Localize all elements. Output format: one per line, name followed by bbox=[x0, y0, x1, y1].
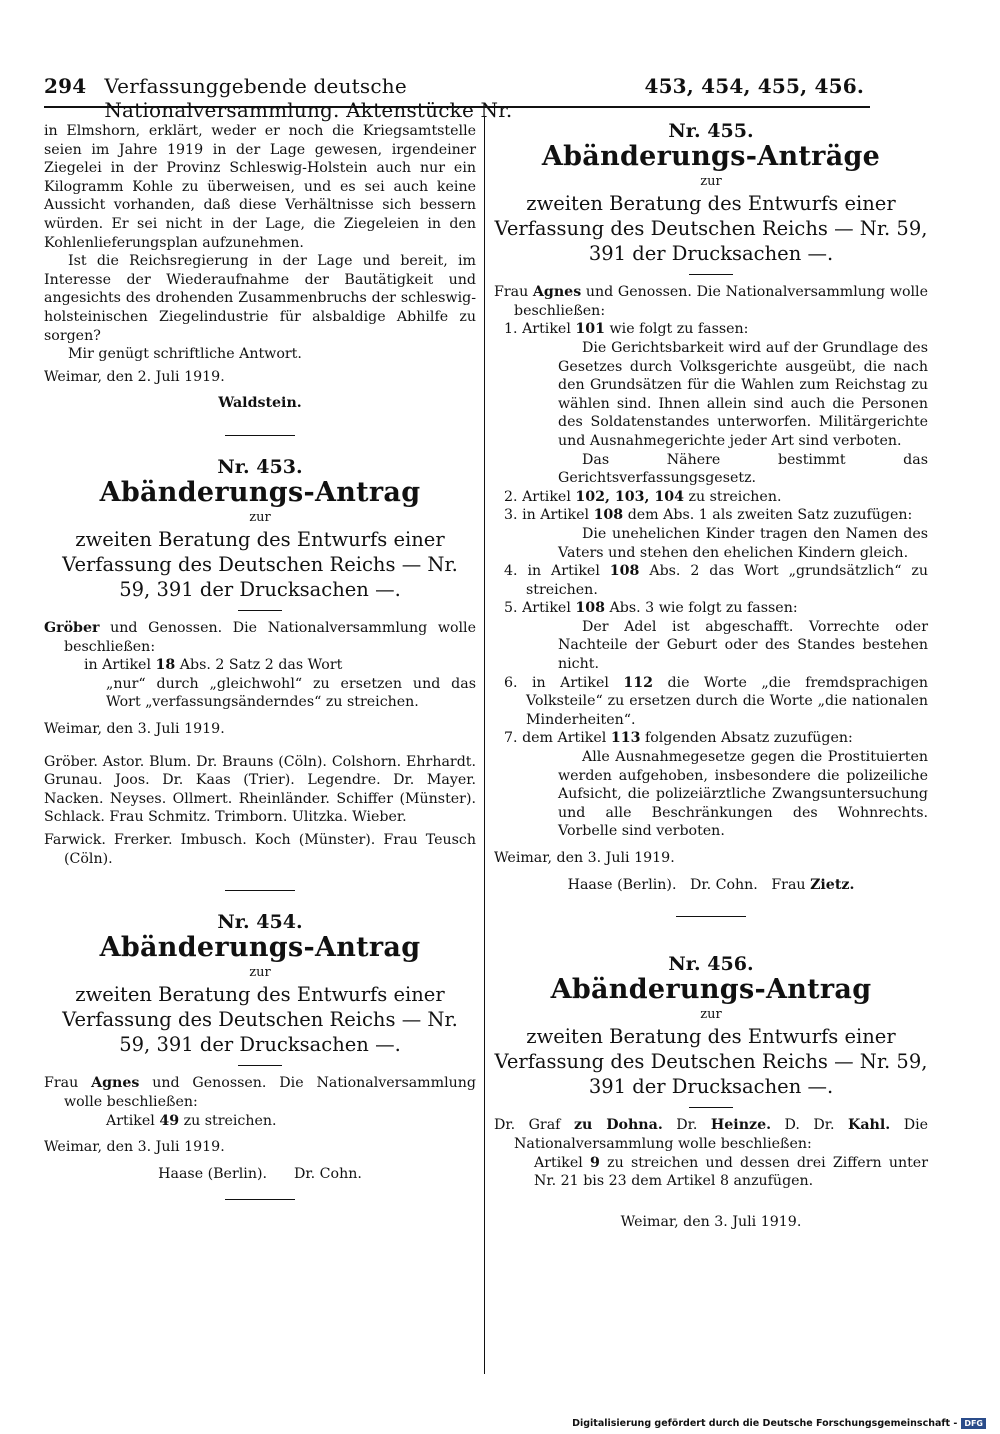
motion-item bbox=[494, 1154, 928, 1191]
item-prefix: Artikel bbox=[106, 1112, 155, 1129]
mover-rest: und Genossen. Die Nationalversammlung wolle beschließen: bbox=[514, 284, 928, 319]
item-rest: zu streichen. bbox=[183, 1112, 277, 1129]
motion-text: Die unehelichen Kinder tragen den Namen des Vaters und stehen den ehelichen Kindern gleich. bbox=[558, 525, 928, 561]
article-number: 108 bbox=[575, 600, 606, 617]
article-number: 101 bbox=[575, 321, 606, 338]
section-date: Weimar, den 3. Juli 1919. bbox=[620, 1213, 802, 1230]
section-subtitle: zweiten Beratung des Entwurfs einer Verfassung des Deutschen Reichs — Nr. 59, 391 der Drucksachen —. bbox=[62, 528, 458, 602]
article-number: 18 bbox=[155, 657, 176, 674]
digitization-credit bbox=[572, 1418, 986, 1429]
section-divider bbox=[225, 435, 295, 436]
motion-text: Der Adel ist abgeschafft. Vorrechte oder Nachteile der Geburt oder des Standes bestehen nicht. bbox=[558, 618, 928, 673]
right-column bbox=[494, 122, 928, 1231]
section-zur: zur bbox=[700, 173, 722, 189]
column-divider bbox=[484, 116, 485, 1374]
section-456 bbox=[494, 955, 928, 1231]
motion-item-1: 1. Artikel 101 wie folgt zu fassen: bbox=[504, 321, 749, 338]
section-heading: Abänderungs-Antrag bbox=[99, 476, 421, 508]
motion-text: Die Gerichtsbarkeit wird auf der Grundlage des Gesetzes durch Volksgerichte ausgeübt, die nach den Grundsätzen für die Wahlen zum Reichstag zu wählen sind. Ihnen allein sind auch die Personen des Soldatenstandes unterworfen. Militärgerichte und Ausnahmegerichte jeder Art sind verboten. bbox=[558, 339, 928, 449]
item-prefix: Artikel bbox=[534, 1154, 583, 1171]
mover-rest: und Genossen. Die Nationalversammlung wolle beschließen: bbox=[64, 620, 476, 655]
intro-signature: Waldstein. bbox=[218, 395, 302, 412]
motion-item-5: 5. Artikel 108 Abs. 3 wie folgt zu fassen: bbox=[504, 600, 798, 617]
section-subtitle: zweiten Beratung des Entwurfs einer Verfassung des Deutschen Reichs — Nr. 59, 391 der Drucksachen —. bbox=[494, 192, 928, 266]
motion-item-4: 4. in Artikel 108 Abs. 2 das Wort „grundsätzlich“ zu streichen. bbox=[504, 563, 929, 598]
section-subtitle: zweiten Beratung des Entwurfs einer Verfassung des Deutschen Reichs — Nr. 59, 391 der Drucksachen —. bbox=[494, 1025, 928, 1099]
motion-item-3: 3. in Artikel 108 dem Abs. 1 als zweiten Satz zuzufügen: bbox=[504, 507, 913, 524]
section-divider bbox=[676, 916, 746, 917]
section-divider bbox=[225, 890, 295, 891]
motion-item bbox=[44, 1112, 476, 1131]
section-divider bbox=[689, 274, 733, 275]
section-453 bbox=[44, 455, 476, 868]
article-number: 49 bbox=[159, 1112, 180, 1129]
section-heading: Abänderungs-Antrag bbox=[550, 973, 872, 1005]
credit-text: Digitalisierung gefördert durch die Deutsche Forschungsgemeinschaft - bbox=[572, 1418, 958, 1429]
item-rest: Abs. 2 Satz 2 das Wort bbox=[179, 657, 343, 674]
article-number: 108 bbox=[593, 507, 624, 524]
mover-prefix: Frau bbox=[44, 1075, 79, 1092]
intro-date: Weimar, den 2. Juli 1919. bbox=[44, 368, 225, 385]
header-document-numbers: 453, 454, 455, 456. bbox=[644, 74, 864, 98]
section-zur: zur bbox=[249, 964, 271, 980]
article-number: 108 bbox=[609, 563, 640, 580]
item-prefix: in Artikel bbox=[84, 657, 151, 674]
section-heading: Abänderungs-Antrag bbox=[99, 931, 421, 963]
mover-line bbox=[494, 283, 928, 320]
mover-line bbox=[44, 619, 476, 656]
signers-list: Haase (Berlin). Dr. Cohn. Frau Zietz. bbox=[567, 876, 855, 893]
section-divider bbox=[238, 1065, 282, 1066]
motion-item-7: 7. dem Artikel 113 folgenden Absatz zuzufügen: bbox=[504, 730, 853, 747]
section-number: Nr. 456. bbox=[668, 953, 754, 976]
header-title: Verfassunggebende deutsche Nationalversammlung. Aktenstücke Nr. bbox=[104, 74, 513, 122]
section-number: Nr. 454. bbox=[217, 911, 303, 934]
mover-rest: und Genossen. Die Nationalversammlung wolle beschließen: bbox=[64, 1075, 476, 1110]
article-number: 9 bbox=[590, 1154, 600, 1171]
signers-list-1: Gröber. Astor. Blum. Dr. Brauns (Cöln). Colshorn. Ehrhardt. Grunau. Joos. Dr. Kaas (Trier). Legendre. Dr. Mayer. Nacken. Neyses. Ollmert. Rheinländer. Schiffer (Münster). Schlack. Frau Schmitz. Trimborn. Ulitzka. Wieber. bbox=[44, 753, 476, 826]
mover-name: Agnes bbox=[91, 1075, 140, 1092]
motion-item-6: 6. in Artikel 112 die Worte „die fremdsprachigen Volksteile“ zu ersetzen durch die Worte „die nationalen Minderheiten“. bbox=[504, 674, 929, 728]
mover-line bbox=[44, 1074, 476, 1111]
dfg-logo-icon: DFG bbox=[961, 1418, 986, 1429]
section-zur: zur bbox=[700, 1006, 722, 1022]
signers-list: Haase (Berlin). Dr. Cohn. bbox=[158, 1165, 362, 1182]
header-rule bbox=[44, 106, 870, 108]
article-number: 112 bbox=[623, 674, 653, 691]
motion-item bbox=[44, 656, 476, 675]
section-zur: zur bbox=[249, 509, 271, 525]
section-divider bbox=[225, 1199, 295, 1200]
section-date: Weimar, den 3. Juli 1919. bbox=[44, 721, 225, 738]
section-date: Weimar, den 3. Juli 1919. bbox=[494, 850, 675, 866]
article-number: 102, 103, 104 bbox=[575, 488, 684, 505]
motion-text: Das Nähere bestimmt das Gerichtsverfassungsgesetz. bbox=[558, 451, 928, 487]
signers-list-2: Farwick. Frerker. Imbusch. Koch (Münster). Frau Teusch (Cöln). bbox=[44, 832, 476, 867]
section-heading: Abänderungs-Anträge bbox=[541, 140, 881, 172]
item-rest: zu streichen und dessen drei Ziffern unter Nr. 21 bis 23 dem Artikel 8 anzufügen. bbox=[534, 1154, 928, 1190]
mover-name: Agnes bbox=[532, 284, 582, 301]
intro-paragraph-1: in Elmshorn, erklärt, weder er noch die Kriegsamtstelle seien im Jahre 1919 in der Lage gewesen, irgendeiner Ziegelei in der Provinz Schleswig-Holstein auch nur ein Kilogramm Kohle zu überweisen, und es sei auch keine Aussicht vorhanden, daß diese Verhältnisse sich bessern würden. Er sei nicht in der Lage, die Ziegeleien in den Kohlenlieferungsplan aufzunehmen. bbox=[44, 123, 476, 251]
section-number: Nr. 453. bbox=[217, 455, 303, 478]
mover-prefix: Frau bbox=[494, 284, 529, 301]
motion-text: Alle Ausnahmegesetze gegen die Prostituierten werden aufgehoben, insbesondere die polizeiliche Aufsicht, die polizeiärztliche Zwangsuntersuchung und alle Beschränkungen des Wohnrechts. Vorbelle sind verboten. bbox=[558, 749, 928, 840]
left-column bbox=[44, 122, 476, 1208]
page-number: 294 bbox=[44, 74, 87, 98]
intro-paragraph-3: Mir genügt schriftliche Antwort. bbox=[68, 346, 302, 363]
section-subtitle: zweiten Beratung des Entwurfs einer Verfassung des Deutschen Reichs — Nr. 59, 391 der Drucksachen —. bbox=[62, 983, 458, 1057]
mover-name: Gröber bbox=[44, 620, 100, 637]
section-number: Nr. 455. bbox=[668, 120, 754, 142]
page-header bbox=[44, 74, 864, 122]
article-number: 113 bbox=[610, 730, 641, 747]
motion-text: „nur“ durch „gleichwohl“ zu ersetzen und das Wort „verfassungsänderndes“ zu streichen. bbox=[106, 675, 476, 711]
motion-item-2: 2. Artikel 102, 103, 104 zu streichen. bbox=[504, 488, 782, 505]
section-date: Weimar, den 3. Juli 1919. bbox=[44, 1139, 225, 1156]
intro-paragraph-2: Ist die Reichsregierung in der Lage und bereit, im Interesse der Wiederaufnahme der Bautätigkeit und angesichts des drohenden Zusammenbruchs der schleswig-holsteinischen Ziegelindustrie für alsbaldige Abhilfe zu sorgen? bbox=[44, 253, 476, 344]
section-455 bbox=[494, 122, 928, 894]
mover-line: Dr. Graf zu Dohna. Dr. Heinze. D. Dr. Kahl. Die Nationalversammlung wolle beschließen: bbox=[494, 1117, 929, 1152]
section-454 bbox=[44, 913, 476, 1200]
section-divider bbox=[238, 610, 282, 611]
section-divider bbox=[689, 1107, 733, 1108]
